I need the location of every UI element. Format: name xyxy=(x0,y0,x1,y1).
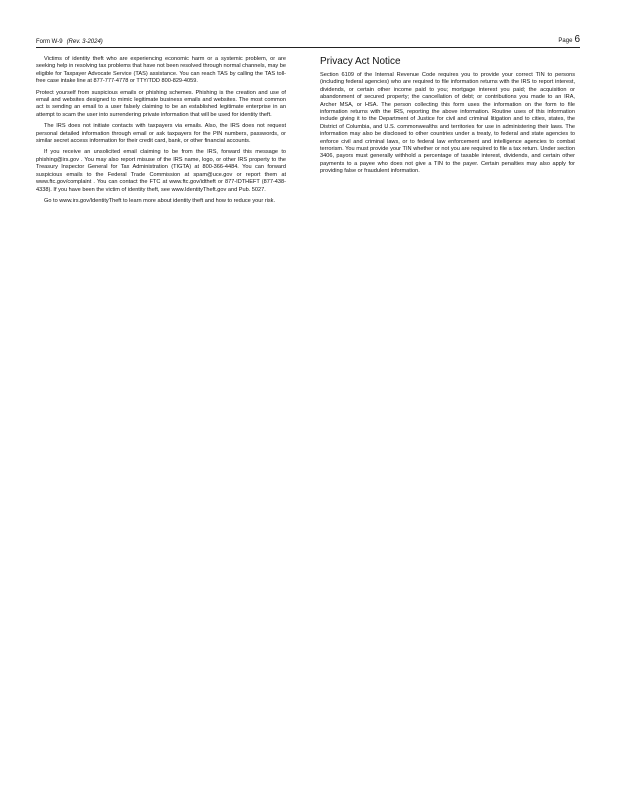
paragraph-phishing-definition: Protect yourself from suspicious emails or phishing schemes. Phishing is the creation and use of email and websites designed to mimic legitimate business emails and websites. The most common act is sending an email to a user falsely claiming to be an established legitimate enterprise in an attempt to scam the user into surrendering private information that will be used for identity theft. xyxy=(36,89,286,118)
privacy-act-heading: Privacy Act Notice xyxy=(320,56,401,67)
paragraph-irs-contacts: The IRS does not initiate contacts with taxpayers via emails. Also, the IRS does not request personal detailed information through email or ask taxpayers for the PIN numbers, passwords, or similar secret access information for their credit card, bank, or other financial accounts. xyxy=(36,123,286,145)
header-divider xyxy=(36,47,580,48)
form-revision: (Rev. 3-2024) xyxy=(66,39,103,45)
paragraph-privacy-act: Section 6109 of the Internal Revenue Code requires you to provide your correct TIN to persons (including federal agencies) who are required to file information returns with the IRS to report interest, dividends, or certain other income paid to you; mortgage interest you paid; the acquisition or abandonment of secured property; the cancellation of debt; or contributions you made to an IRA, Archer MSA, or HSA. The person collecting this form uses the information on the form to file information returns with the IRS, reporting the above information. Routine uses of this information include giving it to the Department of Justice for civil and criminal litigation and to cities, states, the District of Columbia, and U.S. commonwealths and territories for use in administering their laws. The information may also be disclosed to other countries under a treaty, to federal and state agencies to enforce civil and criminal laws, or to federal law enforcement and intelligence agencies to combat terrorism. You must provide your TIN whether or not you are required to file a tax return. Under section 3406, payors must generally withhold a percentage of taxable interest, dividends, and certain other payments to a payee who does not give a TIN to the payer. Certain penalties may also apply for providing false or fraudulent information. xyxy=(320,72,575,175)
left-column xyxy=(36,56,286,209)
paragraph-tas-assistance: Victims of identity theft who are experiencing economic harm or a systemic problem, or are seeking help in resolving tax problems that have not been resolved through normal channels, may be eligible for Taxpayer Advocate Service (TAS) assistance. You can reach TAS by calling the TAS toll-free case intake line at 877-777-4778 or TTY/TDD 800-829-4059. xyxy=(36,56,287,85)
page-number-label xyxy=(558,35,580,46)
paragraph-identity-theft-link: Go to www.irs.gov/IdentityTheft to learn more about identity theft and how to reduce your risk. xyxy=(44,197,276,204)
form-label: Form W-9 xyxy=(36,39,63,45)
page-header xyxy=(36,35,580,47)
form-identifier xyxy=(36,37,103,47)
page-number: 6 xyxy=(574,34,580,45)
paragraph-report-phishing: If you receive an unsolicited email claiming to be from the IRS, forward this message to phishing@irs.gov . You may also report misuse of the IRS name, logo, or other IRS property to the Treasury Inspector General for Tax Administration (TIGTA) at 800-366-4484. You can forward suspicious emails to the Federal Trade Commission at spam@uce.gov or report them at www.ftc.gov/complaint . You can contact the FTC at www.ftc.gov/idtheft or 877-IDTHEFT (877-438-4338). If you have been the victim of identity theft, see www.IdentityTheft.gov and Pub. 5027. xyxy=(36,149,286,193)
right-column xyxy=(320,56,575,180)
page-label: Page xyxy=(558,38,573,44)
